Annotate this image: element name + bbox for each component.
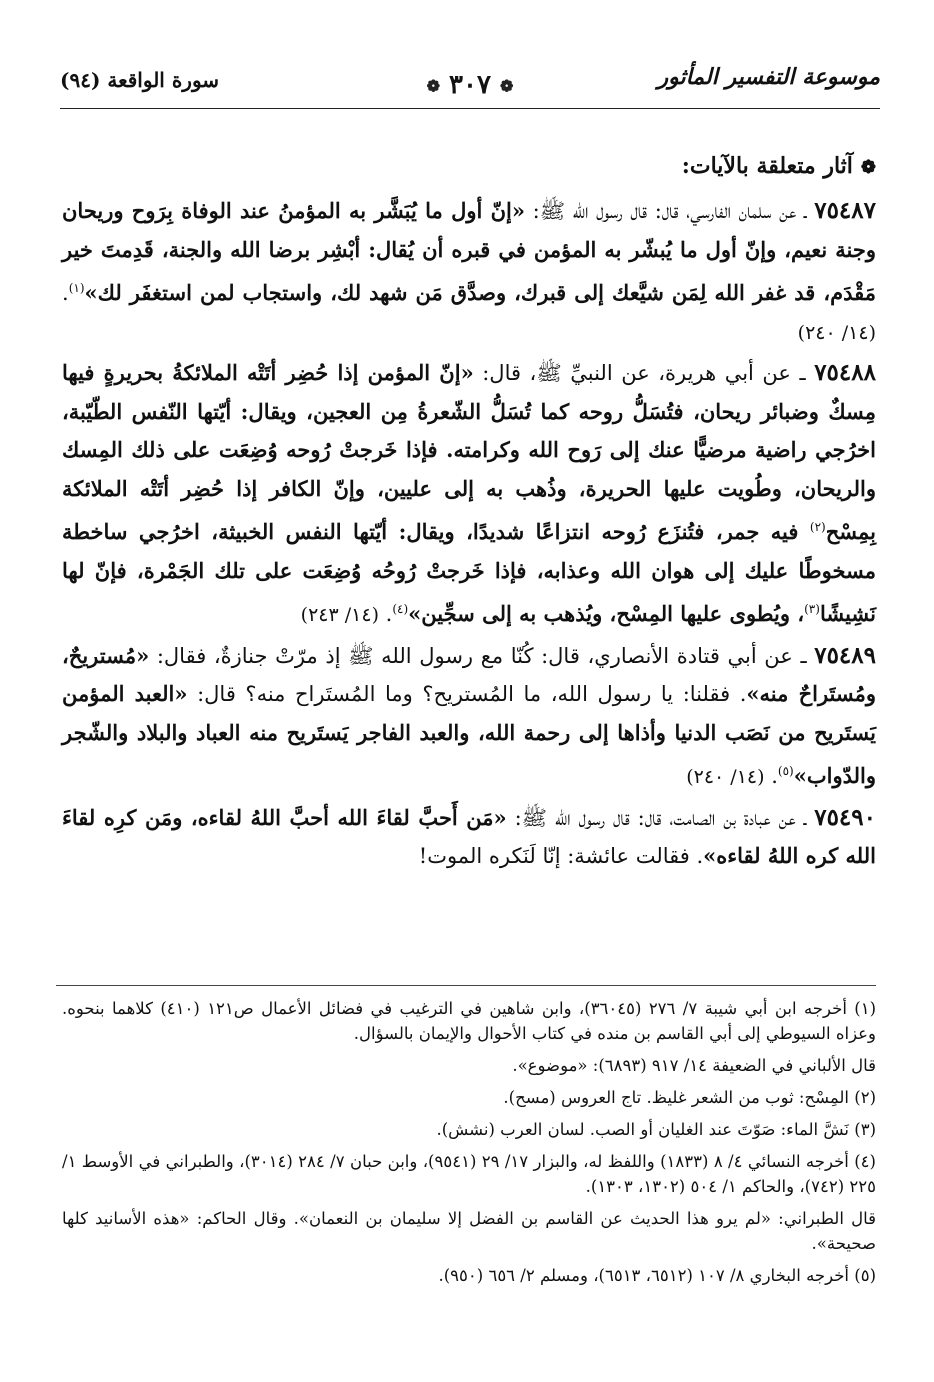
hadith-reference: (١٤/ ٢٤٠): [797, 321, 876, 344]
hadith-number: ٧٥٤٩٠: [814, 803, 876, 831]
hadith-text: «مَن أَحبَّ لقاءَ الله أحبَّ اللهُ لقاءه، ومَن كرِه لقاءَ الله كره اللهُ لقاءه»: [62, 804, 876, 868]
footnote-marker: (٥): [777, 764, 794, 778]
hadith-number: ٧٥٤٨٩: [814, 641, 876, 669]
hadith-intro: ـ عن سلمان الفارسي، قال: قال رسول الله ﷺ:: [525, 199, 815, 223]
footnote-item: (٤) أخرجه النسائي ٤/ ٨ (١٨٣٣) واللفظ له، والبزار ١٧/ ٢٩ (٩٥٤١)، وابن حبان ٧/ ٢٨٤ (٣٠١٤)، والطبراني في الأوسط ١/ ٢٢٥ (٧٤٢)، والحاكم ١/ ٥٠٤ (١٣٠٢، ١٣٠٣).: [62, 1152, 876, 1196]
footnote-item: (٢) المِسْح: ثوب من الشعر غليظ. تاج العروس (مسح).: [503, 1088, 876, 1107]
hadith-number: ٧٥٤٨٨: [814, 359, 876, 386]
page-header: [60, 62, 880, 118]
footnote-marker: (٤): [392, 602, 409, 616]
book-title: موسوعة التفسير المأثور: [657, 64, 880, 90]
ornament-icon: ❁: [426, 76, 440, 96]
page-number-block: [427, 70, 514, 100]
hadith-reference: (١٤/ ٢٤٠): [686, 766, 765, 788]
header-divider: [60, 108, 880, 109]
hadith-intro: ـ عن عبادة بن الصامت، قال: قال رسول الله ﷺ:: [506, 805, 815, 830]
footnote-item: قال الألباني في الضعيفة ١٤/ ٩١٧ (٦٨٩٣): «موضوع».: [512, 1056, 876, 1075]
hadith-number: ٧٥٤٨٧: [814, 197, 876, 224]
hadith-text-end: ، ويُطوى عليها المِسْح، ويُذهب به إلى سجِّين»: [408, 601, 805, 626]
footnote-item: (٣) نَشَّ الماء: صَوّتَ عند الغليان أو الصب. لسان العرب (نشش).: [436, 1120, 876, 1139]
flower-icon: ❁: [860, 157, 876, 178]
hadith-intro: ـ عن أبي قتادة الأنصاري، قال: كُنّا مع رسول الله ﷺ إذ مرّتْ جنازةٌ، فقال:: [149, 643, 815, 668]
hadith-dialogue: . فقلنا: يا رسول الله، ما المُستريح؟ وما المُستَراح منه؟ قال:: [187, 682, 747, 706]
footnote-marker: (٢): [809, 520, 826, 534]
section-heading: [62, 146, 876, 188]
page-number: ٣٠٧: [449, 70, 491, 100]
footnote-divider: [56, 985, 876, 986]
hadith-entry: ٧٥٤٨٩ ـ عن أبي قتادة الأنصاري، قال: كُنّا مع رسول الله ﷺ إذ مرّتْ جنازةٌ، فقال: «مُستريحٌ، ومُستَراحٌ منه». فقلنا: يا رسول الله، ما المُستريح؟ وما المُستَراح منه؟ قال: «العبد المؤمن يَستَريح من نَصَب الدنيا وأذاها إلى رحمة الله، والعبد الفاجر يَستَريح منه العباد والبلاد والشّجر والدّواب»$^{(٥)}$. (١٤/ ٢٤٠): [62, 641, 877, 788]
main-text: [62, 146, 876, 878]
hadith-entry: ٧٥٤٨٨ ـ عن أبي هريرة، عن النبيِّ ﷺ، قال: «إنّ المؤمن إذا حُضِر أتَتْه الملائكةُ بحريرةٍ فيها مِسكٌ وضبائر ريحان، فتُسَلُّ روحه كما تُسَلُّ الشّعرةُ مِن العجين، ويقال: أيّتها النّفس الطّيّبة، اخرُجي راضية مرضيًّا عنك إلى رَوح الله وكرامته. فإذا خَرجتْ رُوحه وُضِعَت على ذلك المِسك والريحان، وطُويت عليها الحريرة، وذُهب به إلى عليين، وإنّ الكافر إذا حُضِر أتَتْه الملائكة بِمِسْح$^{(٢)}$ فيه جمر، فتُنزَع رُوحه انتزاعًا شديدًا، ويقال: أيّتها النفس الخبيثة، اخرُجي ساخطة مسخوطًا عليك إلى هوان الله وعذابه، فإذا خَرجتْ رُوحُه وُضِعَت على تلك الجَمْرة، فإنّ لها نَشِيشًا$^{(٣)}$، ويُطوى عليها المِسْح، ويُذهب به إلى سجِّين»$^{(٤)}$. (١٤/ ٢٤٣): [62, 359, 876, 626]
hadith-text: «إنّ أول ما يُبَشَّر به المؤمنُ عند الوفاة بِرَوح وريحان وجنة نعيم، وإنّ أول ما يُبشّر به المؤمن في قبره أن يُقال: أبْشِر برضا الله والجنة، قَدِمتَ خير مَقْدَم، قد غفر الله لِمَن شيَّعك إلى قبرك، وصدَّق مَن شهد لك، واستجاب لمن استغفَر لك»: [62, 198, 876, 305]
footnotes: [62, 996, 876, 1295]
hadith-tail: . فقالت عائشة: إنّا لَنَكره الموت!: [418, 844, 704, 868]
footnote-marker: (١): [68, 281, 85, 295]
footnote-marker: (٣): [804, 602, 820, 616]
surah-label: سورة الواقعة (٩٤): [60, 68, 220, 92]
hadith-intro: ـ عن أبي هريرة، عن النبيِّ ﷺ، قال:: [473, 361, 815, 385]
hadith-entry: [62, 799, 876, 876]
hadith-text: «إنّ المؤمن إذا حُضِر أتَتْه الملائكةُ بحريرةٍ فيها مِسكٌ وضبائر ريحان، فتُسَلُّ روحه كما تُسَلُّ الشّعرةُ مِن العجين، ويقال: أيّتها النّفس الطّيّبة، اخرُجي راضية مرضيًّا عنك إلى رَوح الله وكرامته. فإذا خَرجتْ رُوحه وُضِعَت على ذلك المِسك والريحان، وطُويت عليها الحريرة، وذُهب به إلى عليين، وإنّ الكافر إذا حُضِر أتَتْه الملائكة بِمِسْح: [62, 360, 876, 544]
ornament-icon: ❁: [500, 76, 514, 96]
hadith-reference: (١٤/ ٢٤٣): [300, 604, 379, 626]
footnote-item: قال الطبراني: «لم يرو هذا الحديث عن القاسم بن الفضل إلا سليمان بن النعمان». وقال الحاكم: «هذه الأسانيد كلها صحيحة».: [62, 1209, 876, 1253]
footnote-item: (١) أخرجه ابن أبي شيبة ٧/ ٢٧٦ (٣٦٠٤٥)، وابن شاهين في الترغيب في فضائل الأعمال ص١٢١ (٤١٠) كلاهما بنحوه. وعزاه السيوطي إلى أبي القاسم بن منده في كتاب الأحوال والإيمان بالسؤال.: [62, 999, 877, 1043]
footnote-item: (٥) أخرجه البخاري ٨/ ١٠٧ (٦٥١٢، ٦٥١٣)، ومسلم ٢/ ٦٥٦ (٩٥٠).: [438, 1266, 876, 1285]
section-heading-text: آثار متعلقة بالآيات:: [681, 153, 853, 179]
hadith-quote: «مُستريحٌ، ومُستَراحٌ منه»: [62, 642, 877, 706]
hadith-entry: ٧٥٤٨٧ ـ عن سلمان الفارسي، قال: قال رسول الله ﷺ: «إنّ أول ما يُبَشَّر به المؤمنُ عند الوفاة بِرَوح وريحان وجنة نعيم، وإنّ أول ما يُبشّر به المؤمن في قبره أن يُقال: أبْشِر برضا الله والجنة، قَدِمتَ خير مَقْدَم، قد غفر الله لِمَن شيَّعك إلى قبرك، وصدَّق مَن شهد لك، واستجاب لمن استغفَر لك»$^{(١)}$. (١٤/ ٢٤٠): [62, 197, 876, 344]
hadith-text-continued: فيه جمر، فتُنزَع رُوحه انتزاعًا شديدًا، ويقال: أيّتها النفس الخبيثة، اخرُجي ساخطة مسخوطًا عليك إلى هوان الله وعذابه، فإذا خَرجتْ رُوحُه وُضِعَت على تلك الجَمْرة، فإنّ لها نَشِيشًا: [62, 519, 876, 626]
hadith-text: «العبد المؤمن يَستَريح من نَصَب الدنيا وأذاها إلى رحمة الله، والعبد الفاجر يَستَريح منه العباد والبلاد والشّجر والدّواب»: [62, 681, 876, 788]
